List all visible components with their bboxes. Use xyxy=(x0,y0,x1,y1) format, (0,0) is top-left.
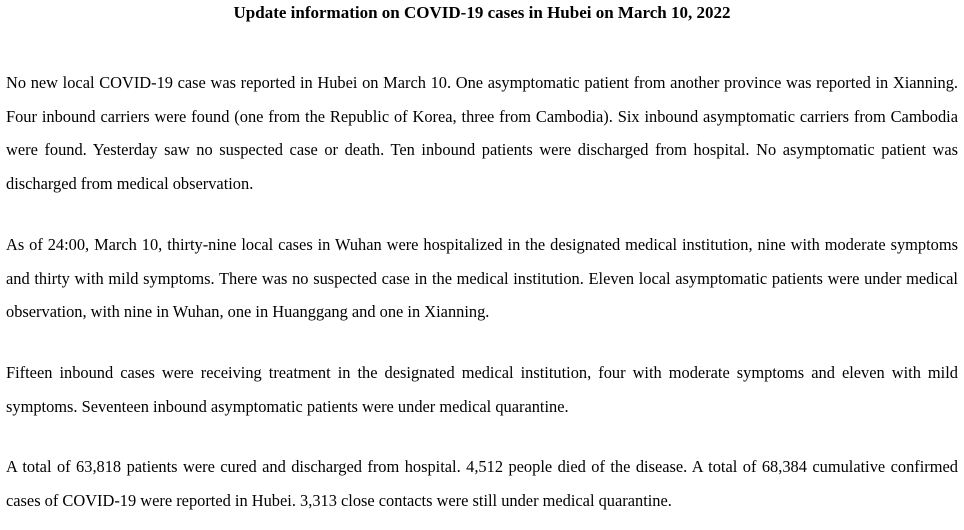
paragraph-daily-update: No new local COVID-19 case was reported in Hubei on March 10. One asymptomatic patient from another province was reported in Xianning. Four inbound carriers were found (one from the Republic of Korea, three from Cambodia). Six inbound asymptomatic carriers from Cambodia were found. Yesterday saw no suspected case or death. Ten inbound patients were discharged from hospital. No asymptomatic patient was discharged from medical observation. xyxy=(6,73,958,194)
paragraph-inbound-cases: Fifteen inbound cases were receiving treatment in the designated medical institution, four with moderate symptoms and eleven with mild symptoms. Seventeen inbound asymptomatic patients were under medical quarantine. xyxy=(6,362,958,416)
document-title: Update information on COVID-19 cases in Hubei on March 10, 2022 xyxy=(233,3,731,22)
paragraph-cumulative-totals: A total of 63,818 patients were cured and discharged from hospital. 4,512 people died of the disease. A total of 68,384 cumulative confirmed cases of COVID-19 were reported in Hubei. 3,313 close contacts were still under medical quarantine. xyxy=(6,457,958,511)
paragraph-local-cases: As of 24:00, March 10, thirty-nine local cases in Wuhan were hospitalized in the designated medical institution, nine with moderate symptoms and thirty with mild symptoms. There was no suspected case in the medical institution. Eleven local asymptomatic patients were under medical observation, with nine in Wuhan, one in Huanggang and one in Xianning. xyxy=(6,234,958,322)
